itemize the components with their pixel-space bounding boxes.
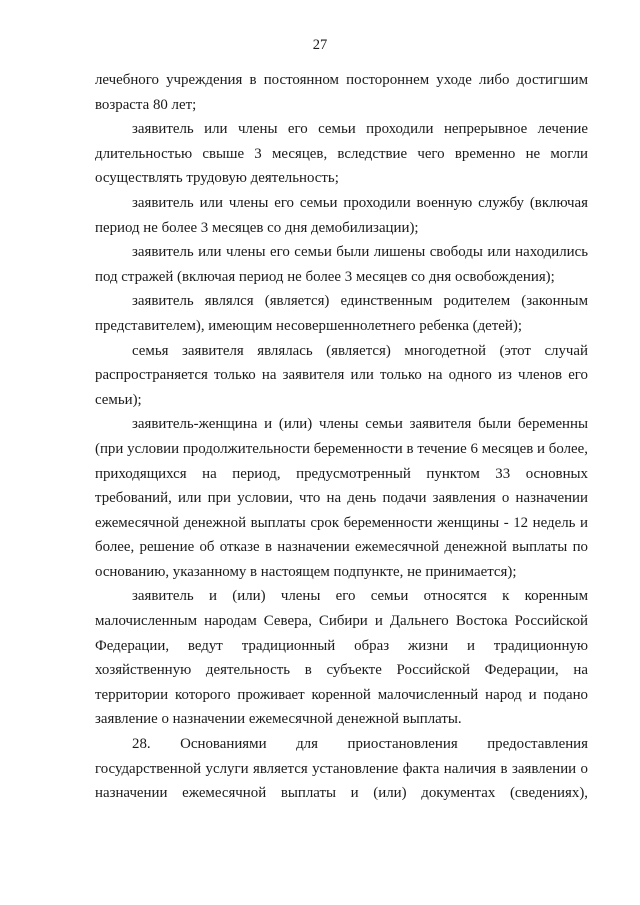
paragraph-pregnancy: заявитель-женщина и (или) члены семьи заявителя были беременны (при условии продолжительности беременности в течение 6 месяцев и более, приходящихся на период, предусмотренный пунктом 33 основных требований, или при условии, что на день подачи заявления о назначении ежемесячной денежной выплаты срок беременности женщины - 12 недель и более, решение об отказе в назначении ежемесячной денежной выплаты по основанию, указанному в настоящем подпункте, не принимается); bbox=[95, 416, 588, 580]
paragraph-indigenous-peoples: заявитель и (или) члены его семьи относятся к коренным малочисленным народам Севера, Сибири и Дальнего Востока Российской Федерации, ведут традиционный образ жизни и традиционную хозяйственную деятельность в субъекте Российской Федерации, на территории которого проживает коренной малочисленный народ и подано заявление о назначении ежемесячной денежной выплаты. bbox=[95, 588, 588, 728]
paragraph-imprisonment: заявитель или члены его семьи были лишены свободы или находились под стражей (включая период не более 3 месяцев со дня освобождения); bbox=[95, 244, 588, 285]
page-number: 27 bbox=[312, 37, 328, 53]
document-body bbox=[95, 68, 588, 806]
paragraph-continuation: лечебного учреждения в постоянном постороннем уходе либо достигшим возраста 80 лет; bbox=[95, 72, 588, 113]
paragraph-single-parent: заявитель являлся (является) единственным родителем (законным представителем), имеющим несовершеннолетнего ребенка (детей); bbox=[95, 293, 588, 334]
paragraph-item-28: 28. Основаниями для приостановления предоставления государственной услуги является установление факта наличия в заявлении о назначении ежемесячной выплаты и (или) документах (сведениях), bbox=[95, 736, 588, 802]
paragraph-large-family: семья заявителя являлась (является) многодетной (этот случай распространяется только на заявителя или только на одного из членов его семьи); bbox=[95, 342, 588, 408]
paragraph-treatment: заявитель или члены его семьи проходили непрерывное лечение длительностью свыше 3 месяцев, вследствие чего временно не могли осуществлять трудовую деятельность; bbox=[95, 121, 588, 187]
paragraph-military-service: заявитель или члены его семьи проходили военную службу (включая период не более 3 месяцев со дня демобилизации); bbox=[95, 194, 588, 236]
